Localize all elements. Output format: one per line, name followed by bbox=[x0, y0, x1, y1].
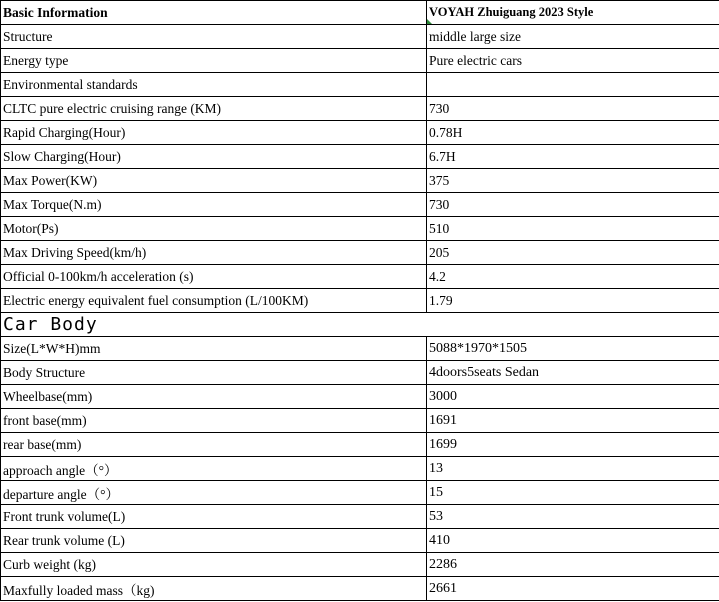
spec-label: Electric energy equivalent fuel consumption (L/100KM) bbox=[1, 289, 427, 313]
table-row bbox=[1, 361, 719, 385]
table-row bbox=[1, 97, 719, 121]
table-row bbox=[1, 289, 719, 313]
header-row bbox=[1, 1, 719, 25]
spec-value: 1691 bbox=[427, 409, 719, 433]
spec-label: Maxfully loaded mass（kg) bbox=[1, 577, 427, 601]
spec-value: 510 bbox=[427, 217, 719, 241]
spec-label: Max Driving Speed(km/h) bbox=[1, 241, 427, 265]
table-row bbox=[1, 409, 719, 433]
table-row bbox=[1, 217, 719, 241]
spec-label: Size(L*W*H)mm bbox=[1, 337, 427, 361]
spec-label: approach angle（°） bbox=[1, 457, 427, 481]
table-row bbox=[1, 553, 719, 577]
table-row bbox=[1, 337, 719, 361]
header-model bbox=[427, 1, 719, 25]
spec-value bbox=[427, 73, 719, 97]
table-row bbox=[1, 121, 719, 145]
spec-value: 730 bbox=[427, 193, 719, 217]
spec-label: CLTC pure electric cruising range (KM) bbox=[1, 97, 427, 121]
cell-corner-marker bbox=[427, 19, 432, 24]
spec-value: 5088*1970*1505 bbox=[427, 337, 719, 361]
spec-value: 2286 bbox=[427, 553, 719, 577]
table-row bbox=[1, 577, 719, 601]
header-label: Basic Information bbox=[1, 1, 427, 25]
spec-label: Max Power(KW) bbox=[1, 169, 427, 193]
spec-value: 4.2 bbox=[427, 265, 719, 289]
section-title: Car Body bbox=[1, 313, 719, 337]
table-row bbox=[1, 457, 719, 481]
table-row bbox=[1, 193, 719, 217]
spec-label: Motor(Ps) bbox=[1, 217, 427, 241]
spec-value: 0.78H bbox=[427, 121, 719, 145]
spec-label: Body Structure bbox=[1, 361, 427, 385]
section-row bbox=[1, 313, 719, 337]
table-row bbox=[1, 505, 719, 529]
spec-value: 13 bbox=[427, 457, 719, 481]
spec-label: Max Torque(N.m) bbox=[1, 193, 427, 217]
spec-value: 15 bbox=[427, 481, 719, 505]
table-row bbox=[1, 385, 719, 409]
spec-value: 1.79 bbox=[427, 289, 719, 313]
table-row bbox=[1, 73, 719, 97]
spec-label: Curb weight (kg) bbox=[1, 553, 427, 577]
spec-value: Pure electric cars bbox=[427, 49, 719, 73]
model-name: VOYAH Zhuiguang 2023 Style bbox=[429, 5, 594, 19]
spec-label: Rear trunk volume (L) bbox=[1, 529, 427, 553]
spec-label: departure angle（°） bbox=[1, 481, 427, 505]
spec-value: 205 bbox=[427, 241, 719, 265]
spec-label: Official 0-100km/h acceleration (s) bbox=[1, 265, 427, 289]
spec-value: 6.7H bbox=[427, 145, 719, 169]
spec-value: middle large size bbox=[427, 25, 719, 49]
spec-label: Front trunk volume(L) bbox=[1, 505, 427, 529]
spec-value: 730 bbox=[427, 97, 719, 121]
table-row bbox=[1, 241, 719, 265]
spec-value: 1699 bbox=[427, 433, 719, 457]
table-row bbox=[1, 25, 719, 49]
spec-label: Rapid Charging(Hour) bbox=[1, 121, 427, 145]
spec-label: Wheelbase(mm) bbox=[1, 385, 427, 409]
spec-value: 410 bbox=[427, 529, 719, 553]
table-row bbox=[1, 145, 719, 169]
table-row bbox=[1, 529, 719, 553]
table-row bbox=[1, 169, 719, 193]
spec-label: Environmental standards bbox=[1, 73, 427, 97]
spec-value: 2661 bbox=[427, 577, 719, 601]
spec-label: rear base(mm) bbox=[1, 433, 427, 457]
spec-value: 4doors5seats Sedan bbox=[427, 361, 719, 385]
table-row bbox=[1, 265, 719, 289]
spec-label: Structure bbox=[1, 25, 427, 49]
table-row bbox=[1, 433, 719, 457]
table-row bbox=[1, 49, 719, 73]
spec-label: front base(mm) bbox=[1, 409, 427, 433]
spec-value: 53 bbox=[427, 505, 719, 529]
spec-label: Slow Charging(Hour) bbox=[1, 145, 427, 169]
spec-value: 3000 bbox=[427, 385, 719, 409]
spec-label: Energy type bbox=[1, 49, 427, 73]
spec-value: 375 bbox=[427, 169, 719, 193]
table-row bbox=[1, 481, 719, 505]
